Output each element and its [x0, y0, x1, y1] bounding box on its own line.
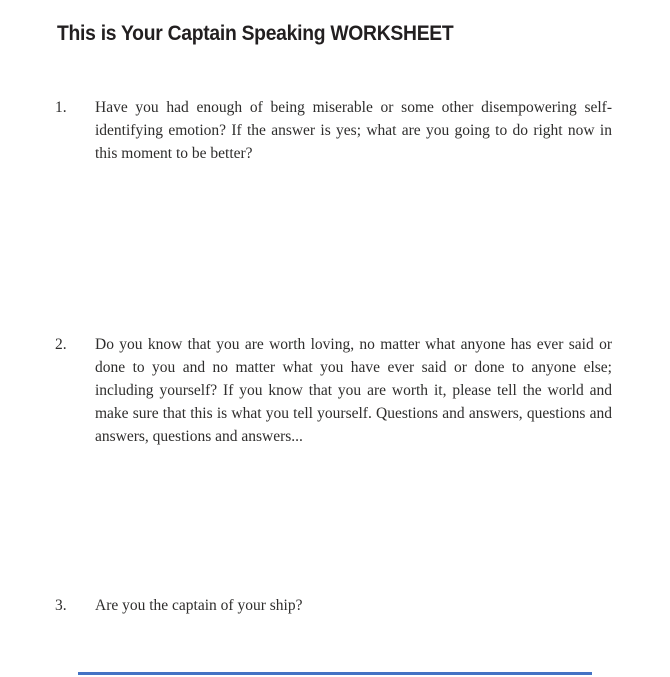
question-text: Do you know that you are worth loving, no matter what anyone has ever said or done to you and no matter what you have ever said or done to anyone else; including yourself? If you know that you are worth it, please tell the world and make sure that this is what you tell yourself. Questions and answers, questions and answers, questions and answers...: [95, 336, 612, 445]
question-number: 2.: [55, 336, 67, 353]
question-text: Are you the captain of your ship?: [95, 597, 303, 614]
question-text: Have you had enough of being miserable or some other disempowering self-identifying emotion? If the answer is yes; what are you going to do right now in this moment to be better?: [95, 99, 612, 162]
footer-rule: [78, 672, 592, 675]
question-number: 1.: [55, 99, 67, 116]
question-item-1: [55, 96, 612, 165]
question-item-2: [55, 333, 612, 448]
page-title: This is Your Captain Speaking WORKSHEET: [57, 22, 454, 45]
question-number: 3.: [55, 597, 67, 614]
question-item-3: [55, 594, 612, 617]
